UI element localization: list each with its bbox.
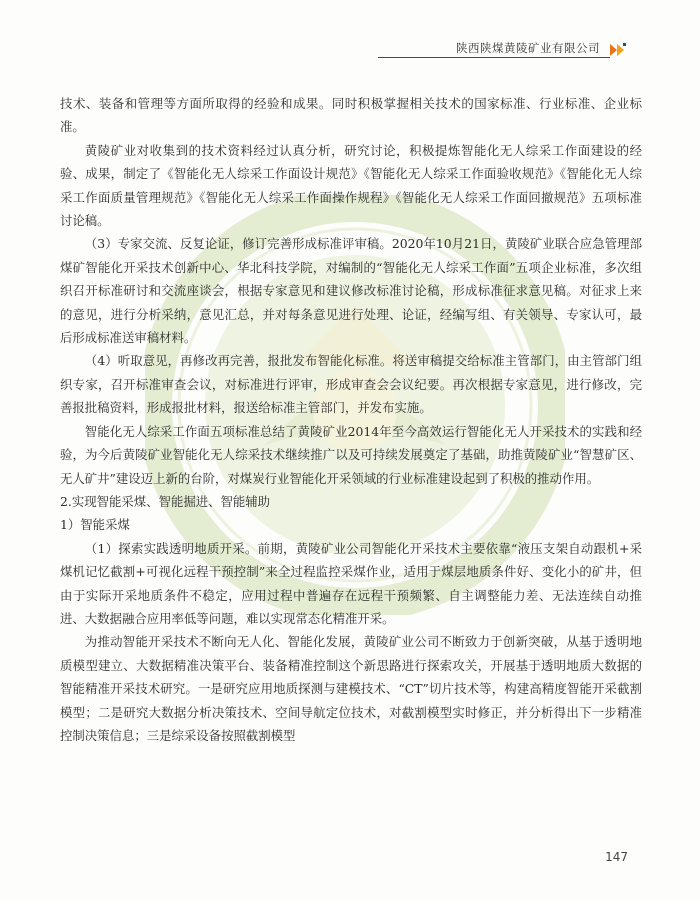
paragraph-3: （3）专家交流、反复论证，修订完善形成标准评审稿。2020年10月21日，黄陵矿业联合应急管理部煤矿智能化开采技术创新中心、华北科技学院，对编制的“智能化无人综采工作面”五项企业标准，多次组织召开标准研讨和交流座谈会，根据专家意见和建议修改标准讨论稿，形成标准征求意见稿。对征求上来的意见，进行分析采纳，意见汇总，并对每条意见进行处理、论证，经编写组、有关领导、专家认可，最后形成标准送审稿材料。: [60, 236, 642, 346]
paragraph-2: 黄陵矿业对收集到的技术资料经过认真分析，研究讨论，积极提炼智能化无人综采工作面建设的经验、成果，制定了《智能化无人综采工作面设计规范》《智能化无人综采工作面验收规范》《智能化无人综采工作面质量管理规范》《智能化无人综采工作面操作规程》《智能化无人综采工作面回撤规范》五项标准讨论稿。: [60, 142, 642, 229]
paragraph-6: （1）探索实践透明地质开采。前期，黄陵矿业公司智能化开采技术主要依靠“液压支架自动跟机+采煤机记忆截割+可视化远程干预控制”来全过程监控采煤作业，适用于煤层地质条件好、变化小的矿井，但由于实际开采地质条件不稳定，应用过程中普遍存在远程干预频繁、自主调整能力差、无法连续自动推进、大数据融合应用率低等问题，难以实现常态化精准开采。: [60, 540, 642, 626]
paragraph-1: 技术、装备和管理等方面所取得的经验和成果。同时积极掌握相关技术的国家标准、行业标准、企业标准。: [60, 96, 642, 135]
paragraph-5: 智能化无人综采工作面五项标准总结了黄陵矿业2014年至今高效运行智能化无人开采技术的实践和经验，为今后黄陵矿业智能化无人综采技术继续推广以及可持续发展奠定了基础，助推黄陵矿业“智慧矿区、无人矿井”建设迈上新的台阶，对煤炭行业智能化开采领域的行业标准建设起到了积极的推动作用。: [60, 423, 642, 486]
paragraph-7: 为推动智能开采技术不断向无人化、智能化发展，黄陵矿业公司不断致力于创新突破，从基于透明地质模型建立、大数据精准决策平台、装备精准控制这个新思路进行探索攻关，开展基于透明地质大数据的智能精准开采技术研究。一是研究应用地质探测与建模技术、“CT”切片技术等，构建高精度智能开采截割模型；二是研究大数据分析决策技术、空间导航定位技术，对截割模型实时修正，并分析得出下一步精准控制决策信息；三是综采设备按照截割模型: [60, 634, 642, 743]
header-company-name: 陕西陕煤黄陵矿业有限公司: [456, 41, 600, 55]
company-logo-icon: [608, 40, 628, 60]
document-body: [60, 92, 642, 747]
page-number: 147: [605, 850, 628, 864]
page-header: [0, 0, 700, 60]
paragraph-4: （4）听取意见，再修改再完善，报批发布智能化标准。将送审稿提交给标准主管部门，由主管部门组织专家，召开标准审查会议，对标准进行评审，形成审查会会议纪要。再次根据专家意见，进行修改，完善报批稿资料，形成报批材料，报送给标准主管部门，并发布实施。: [60, 353, 642, 416]
header-rule: [378, 57, 610, 58]
subsection-heading: 1）智能采煤: [60, 517, 130, 533]
section-heading: 2.实现智能采煤、智能掘进、智能辅助: [60, 493, 271, 509]
